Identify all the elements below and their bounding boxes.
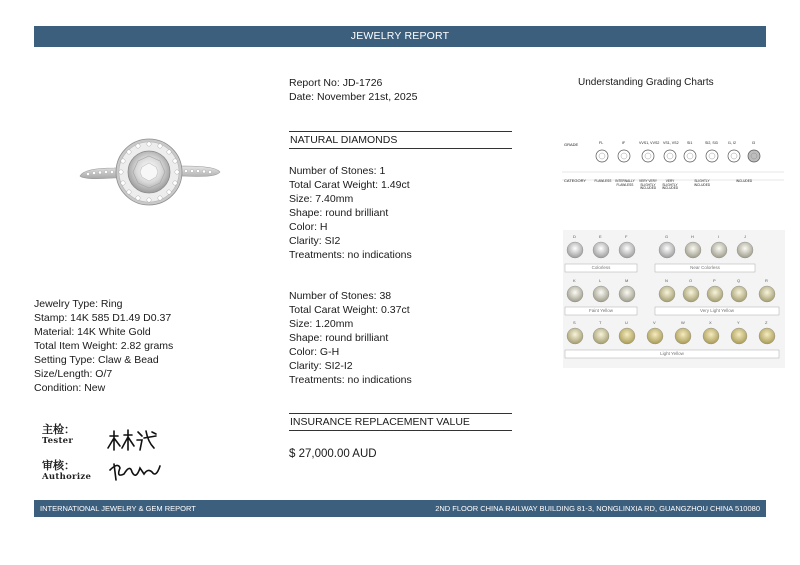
- clarity-grade: VVS1, VVS2: [639, 141, 660, 145]
- clarity-grade-row-label: GRADE: [564, 142, 579, 147]
- insurance-value: $ 27,000.00 AUD: [289, 448, 377, 460]
- clarity-grade: SI2, SI3: [705, 141, 718, 145]
- color-grade-letter: R: [765, 278, 768, 283]
- color-category-label: Near Colorless: [690, 265, 720, 270]
- side-stone-clarity: Clarity: SI2-I2: [289, 360, 353, 372]
- clarity-grade: SI1: [687, 141, 693, 145]
- material: Material: 14K White Gold: [34, 326, 151, 338]
- side-stone-color: Color: G-H: [289, 346, 340, 358]
- side-stone-shape: Shape: round brilliant: [289, 332, 389, 344]
- color-category-label: Colorless: [591, 265, 611, 270]
- report-header-banner: [34, 26, 766, 47]
- jewelry-type: Jewelry Type: Ring: [34, 298, 123, 310]
- tester-block: [42, 424, 75, 446]
- authorize-label-en: Authorize: [42, 472, 92, 482]
- footer-banner: [34, 500, 766, 517]
- clarity-category: INCLUDED: [735, 179, 753, 183]
- color-grade-letter: X: [709, 320, 712, 325]
- color-grade-letter: Y: [737, 320, 740, 325]
- clarity-category: FLAWLESS: [594, 179, 612, 183]
- size-length: Size/Length: O/7: [34, 368, 113, 380]
- side-stone-details: [289, 289, 412, 387]
- color-grade-letter: O: [689, 278, 693, 283]
- clarity-grade: IF: [622, 141, 626, 145]
- clarity-grade: FL: [599, 141, 604, 145]
- color-grade-letter: V: [653, 320, 656, 325]
- center-stone-carat: Total Carat Weight: 1.49ct: [289, 179, 410, 191]
- tester-label-en: Tester: [42, 436, 74, 446]
- color-grade-letter: S: [573, 320, 576, 325]
- color-grade-letter: Z: [765, 320, 768, 325]
- color-grade-letter: I: [718, 234, 720, 239]
- side-stone-carat: Total Carat Weight: 0.37ct: [289, 304, 410, 316]
- total-item-weight: Total Item Weight: 2.82 grams: [34, 340, 174, 352]
- condition: Condition: New: [34, 382, 106, 394]
- side-stone-size: Size: 1.20mm: [289, 318, 354, 330]
- color-grade-letter: H: [691, 234, 694, 239]
- color-category-label: Faint Yellow: [588, 308, 614, 313]
- authorize-label-cn: 审核：: [42, 459, 75, 472]
- clarity-category: VERY VERY SLIGHTLY INCLUDED: [638, 179, 658, 191]
- clarity-category: SLIGHTLY INCLUDED: [693, 179, 711, 187]
- color-grade-letter: L: [599, 278, 602, 283]
- color-grade-letter: P: [713, 278, 716, 283]
- clarity-grade: I1, I2: [728, 141, 736, 145]
- color-grading-chart: [563, 230, 785, 368]
- handwritten-signatures: [104, 428, 164, 484]
- center-stone-size: Size: 7.40mm: [289, 193, 354, 205]
- authorize-block: [42, 460, 91, 482]
- side-stone-count: Number of Stones: 38: [289, 290, 392, 302]
- color-grade-letter: G: [665, 234, 669, 239]
- stamp: Stamp: 14K 585 D1.49 D0.37: [34, 312, 172, 324]
- color-grade-letter: W: [681, 320, 685, 325]
- color-grade-letter: D: [573, 234, 576, 239]
- clarity-grade: VS1, VS2: [663, 141, 679, 145]
- report-title: JEWELRY REPORT: [350, 30, 450, 42]
- color-grade-letter: E: [599, 234, 602, 239]
- center-stone-shape: Shape: round brilliant: [289, 207, 389, 219]
- center-stone-details: [289, 164, 412, 262]
- color-grade-letter: N: [665, 278, 668, 283]
- insurance-heading: INSURANCE REPLACEMENT VALUE: [289, 413, 512, 431]
- color-grade-letter: M: [625, 278, 629, 283]
- clarity-grading-chart: [562, 136, 784, 194]
- setting-type: Setting Type: Claw & Bead: [34, 354, 159, 366]
- center-stone-color: Color: H: [289, 221, 328, 233]
- color-grade-letter: T: [599, 320, 602, 325]
- center-stone-treatments: Treatments: no indications: [289, 249, 412, 261]
- color-grade-letter: F: [625, 234, 628, 239]
- clarity-grade: I3: [752, 141, 755, 145]
- item-details: [34, 297, 173, 395]
- side-stone-treatments: Treatments: no indications: [289, 374, 412, 386]
- grading-charts-title: Understanding Grading Charts: [578, 77, 714, 88]
- footer-address: 2ND FLOOR CHINA RAILWAY BUILDING 81-3, NONGLINXIA RD, GUANGZHOU CHINA 510080: [435, 504, 760, 513]
- clarity-category-row-label: CATEGORY: [564, 178, 587, 183]
- color-category-label: Very Light Yellow: [699, 308, 735, 313]
- color-grade-letter: K: [573, 278, 576, 283]
- center-stone-count: Number of Stones: 1: [289, 165, 386, 177]
- color-grade-letter: J: [744, 234, 746, 239]
- report-number: Report No: JD-1726: [289, 77, 383, 89]
- color-grade-letter: U: [625, 320, 628, 325]
- clarity-category: VERY SLIGHTLY INCLUDED: [661, 179, 679, 191]
- report-date: Date: November 21st, 2025: [289, 91, 418, 103]
- footer-organization: INTERNATIONAL JEWELRY & GEM REPORT: [40, 504, 196, 513]
- ring-photo: [74, 132, 224, 222]
- tester-label-cn: 主检：: [42, 423, 75, 436]
- color-category-label: Light Yellow: [660, 351, 684, 356]
- color-grade-letter: Q: [737, 278, 741, 283]
- center-stone-clarity: Clarity: SI2: [289, 235, 341, 247]
- clarity-category: INTERNALLY FLAWLESS: [615, 179, 635, 187]
- natural-diamonds-heading: NATURAL DIAMONDS: [289, 131, 512, 149]
